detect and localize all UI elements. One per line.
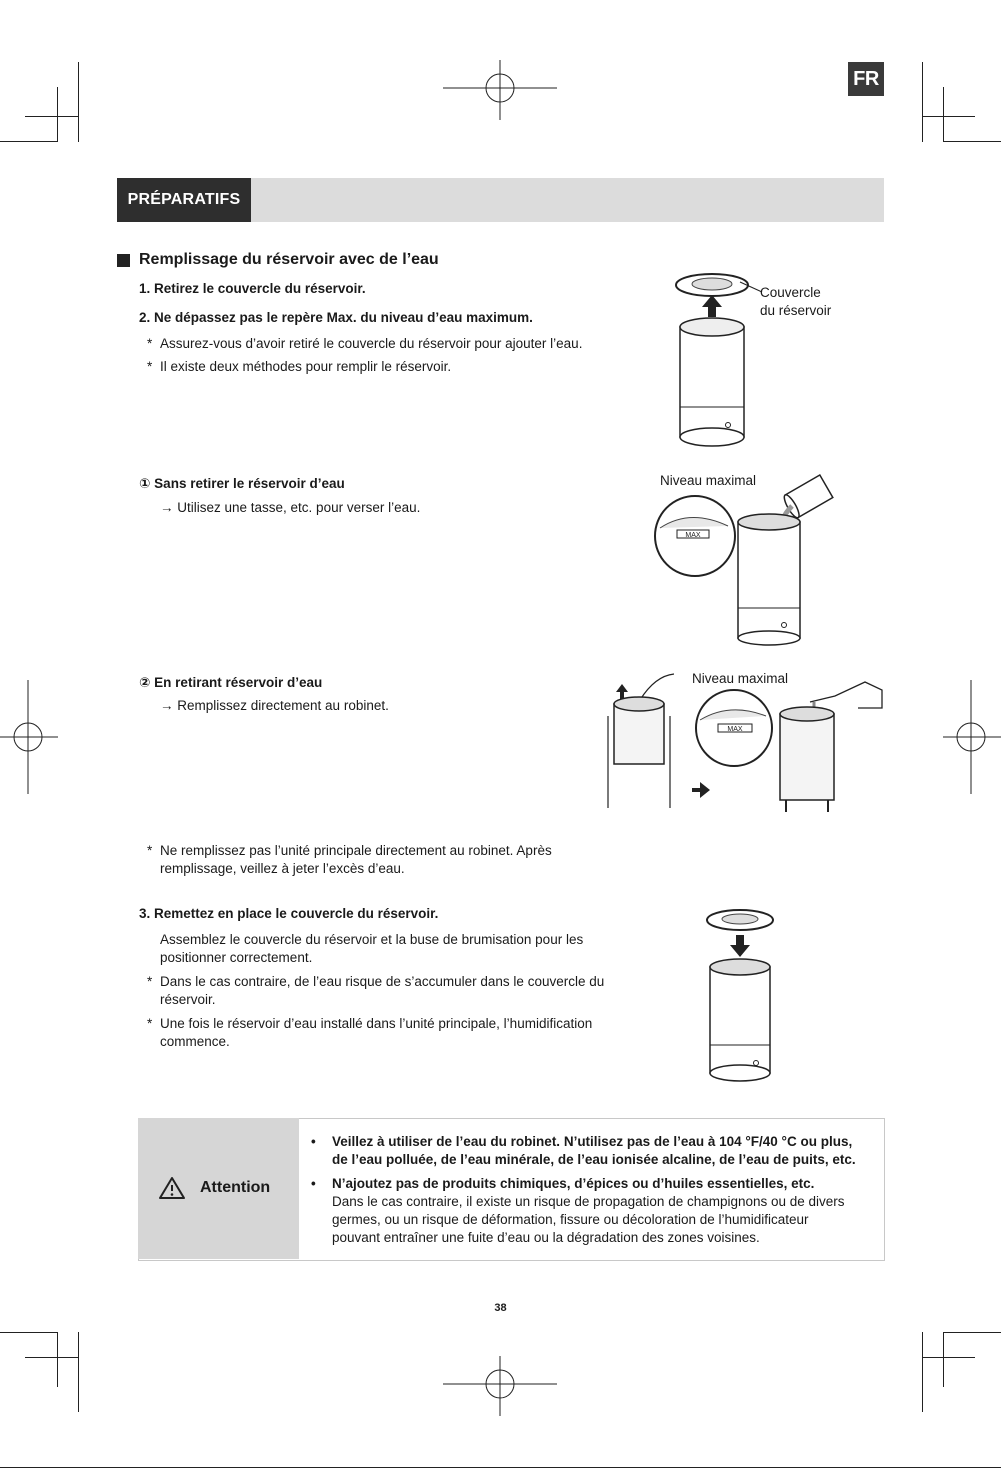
attention-item-2: • N’ajoutez pas de produits chimiques, d’épices ou d’huiles essentielles, etc. Dans le cas contraire, il existe un risque de propagation de champignons ou de divers germes, ou un risque de déformation, fissure ou décoloration de l’humidificateur pouvant entraîner une fuite d’eau ou la dégradation des zones voisines.: [311, 1176, 845, 1245]
registration-mark-bottom: [443, 1356, 557, 1416]
max-mark-label: MAX: [685, 532, 701, 539]
step-3-note-2: * Une fois le réservoir d’eau installé dans l’unité principale, l’humidification commence.: [147, 1016, 593, 1049]
method-2-note: * Ne remplissez pas l’unité principale directement au robinet. Après remplissage, veillez à jeter l’excès d’eau.: [147, 843, 552, 876]
registration-mark-left: [0, 680, 58, 794]
method-2-text: → Remplissez directement au robinet.: [160, 698, 389, 713]
figure-cup-fill: [650, 478, 840, 648]
method-1-text: → Utilisez une tasse, etc. pour verser l’eau.: [160, 500, 421, 515]
method-1-title: ① Sans retirer le réservoir d’eau: [139, 476, 345, 491]
page-number: 38: [494, 1302, 507, 1314]
square-bullet-icon: [117, 254, 130, 267]
registration-mark-right: [943, 680, 1001, 794]
step-2-note-2: * Il existe deux méthodes pour remplir le réservoir.: [147, 359, 452, 374]
attention-label-text: Attention: [200, 1179, 271, 1196]
subsection-heading-text: Remplissage du réservoir avec de l’eau: [139, 251, 439, 268]
step-2-note-1: * Assurez-vous d’avoir retiré le couvercle du réservoir pour ajouter l’eau.: [147, 336, 583, 351]
step-2: 2. Ne dépassez pas le repère Max. du niveau d’eau maximum.: [139, 310, 533, 325]
step-3-note-1: * Dans le cas contraire, de l’eau risque de s’accumuler dans le couvercle du réservoir.: [147, 974, 605, 1007]
section-title: PRÉPARATIFS: [117, 178, 251, 222]
attention-label: [158, 1176, 270, 1200]
registration-mark-top: [443, 60, 557, 120]
subsection-heading: [117, 251, 439, 269]
warning-icon: [158, 1176, 186, 1200]
figure-2-label: Niveau maximal: [660, 473, 757, 488]
figure-1-label: Couvercle du réservoir: [760, 285, 832, 318]
step-3: 3. Remettez en place le couvercle du réservoir.: [139, 906, 439, 921]
language-badge: FR: [848, 62, 884, 96]
max-mark-label-2: MAX: [727, 726, 743, 733]
step-1: 1. Retirez le couvercle du réservoir.: [139, 281, 366, 296]
step-3-text: Assemblez le couvercle du réservoir et la buse de brumisation pour les positionner correctement.: [160, 932, 584, 965]
method-2-title: ② En retirant réservoir d’eau: [139, 675, 323, 690]
figure-3-label: Niveau maximal: [692, 671, 789, 686]
figure-tap-fill: [600, 668, 890, 823]
attention-item-1: • Veillez à utiliser de l’eau du robinet. N’utilisez pas de l’eau à 104 °F/40 °C ou plus, de l’eau polluée, de l’eau minérale, de l’eau ionisée alcaline, de l’eau de puits, etc.: [311, 1134, 856, 1167]
figure-lid-replace: [700, 905, 780, 1085]
